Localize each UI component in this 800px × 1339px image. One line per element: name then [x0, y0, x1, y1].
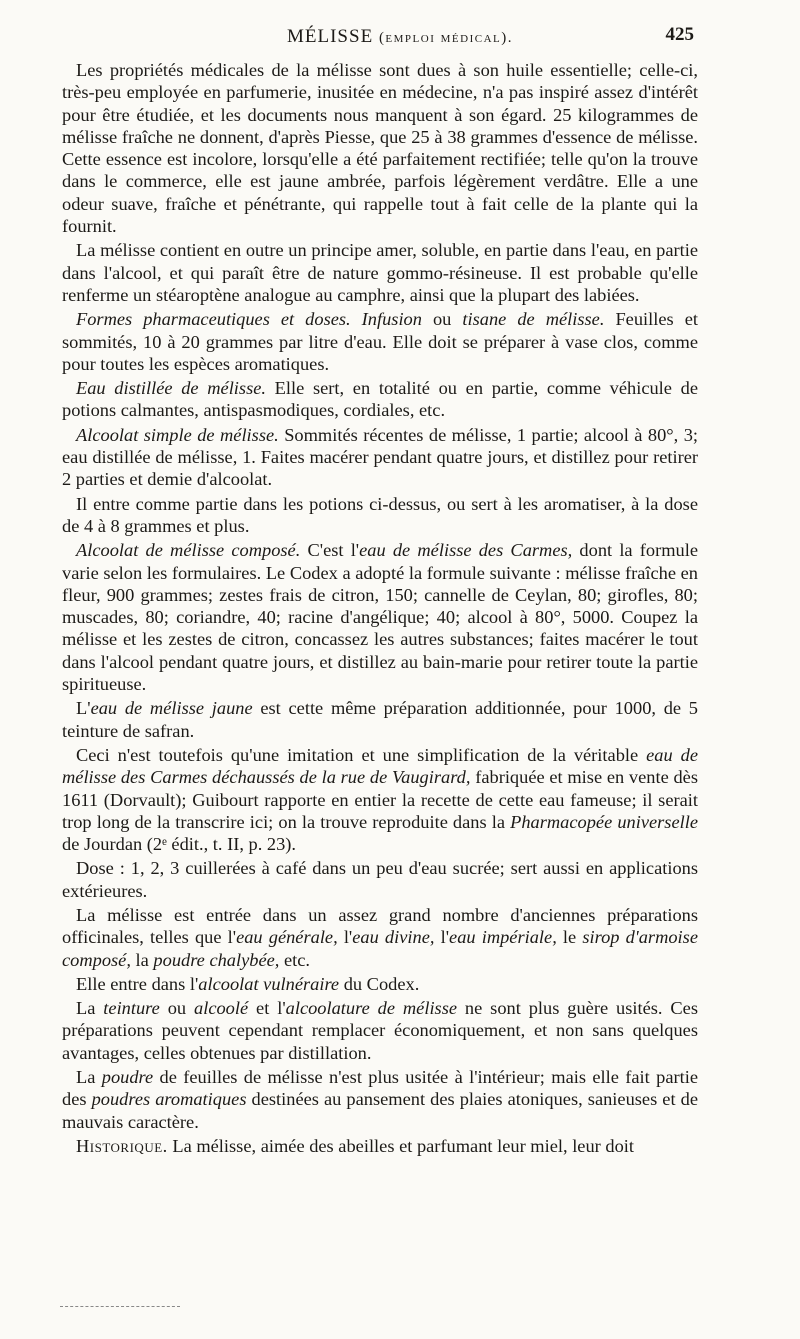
- text-run: Elle sert, en totalité ou en partie, comme véhicule de potions calmantes, antispasmodiques, cordiales, etc.: [62, 378, 698, 421]
- italic-term: alcoolat vulnéraire: [198, 973, 340, 994]
- paragraph-poudre: [62, 1066, 698, 1133]
- text-run: est cette même préparation additionnée, pour 1000, de 5 teinture de safran.: [62, 698, 698, 741]
- paragraph: Il entre comme partie dans les potions ci-dessus, ou sert à les aromatiser, à la dose de 4 à 8 grammes et plus.: [62, 493, 698, 536]
- paragraph-carmes: [62, 744, 698, 855]
- text-run: fabriquée et mise en vente dès 1611 (Dorvault); Guibourt rapporte en entier la recette de cette eau fameuse; il serait trop long de la transcrire ici; on la trouve reproduite dans la: [62, 767, 698, 832]
- italic-term: poudre: [101, 1067, 154, 1088]
- text-run: La: [76, 1067, 102, 1088]
- text-run: la: [130, 949, 154, 970]
- text-run: de Jourdan (2ᵉ édit., t. II, p. 23).: [62, 834, 297, 855]
- paragraph: Les propriétés médicales de la mélisse sont dues à son huile essentielle; celle-ci, très-peu employée en parfumerie, inusitée en médecine, n'a pas inspiré assez d'intérêt pour être étudiée, et les documents nous manquent à son égard. 25 kilogrammes de mélisse fraîche ne donnent, d'après Piesse, que 25 à 38 grammes d'essence de mélisse. Cette essence est incolore, lorsqu'elle a été parfaitement rectifiée; telle qu'on la trouve dans le commerce, elle est jaune ambrée, parfois légèrement verdâtre. Elle a une odeur suave, fraîche et pénétrante, qui rappelle tout à fait celle de la plante qui la fournit.: [62, 60, 698, 237]
- paragraph-eau-jaune: [62, 697, 698, 742]
- text-run: Ceci n'est toutefois qu'une imitation et une simplification de la véritable: [76, 744, 647, 765]
- italic-term: alcoolature de mélisse: [285, 998, 458, 1019]
- paragraph-formes: [62, 308, 698, 375]
- text-run: etc.: [279, 949, 311, 970]
- paragraph-teinture: [62, 997, 698, 1064]
- text-run: et l': [248, 998, 286, 1019]
- page-number: 425: [665, 24, 694, 45]
- text-run: Elle entre dans l': [76, 973, 199, 994]
- text-run: l': [434, 927, 450, 948]
- italic-term: alcoolé: [194, 998, 249, 1019]
- italic-term: poudres aromatiques: [91, 1089, 247, 1110]
- running-title-sub: (emploi médical).: [378, 30, 513, 46]
- italic-term: eau de mélisse des Carmes déchaussés de la rue de Vaugirard,: [62, 744, 698, 788]
- paragraph-eau-distillee: [62, 377, 698, 422]
- italic-term: Pharmacopée universelle: [510, 811, 698, 832]
- text-run: La: [76, 998, 104, 1019]
- text-run: du Codex.: [339, 973, 420, 994]
- italic-term: eau générale,: [236, 927, 338, 948]
- text-run: l': [337, 927, 353, 948]
- text-run: le: [556, 927, 583, 948]
- italic-heading: Alcoolat simple de mélisse.: [76, 424, 279, 445]
- text-run: ou: [159, 998, 195, 1019]
- text-run: de feuilles de mélisse n'est plus usitée à l'intérieur; mais elle fait partie des: [62, 1067, 699, 1110]
- italic-term: sirop d'armoise composé,: [62, 927, 698, 970]
- paragraph-codex: [62, 973, 698, 995]
- text-run: C'est l': [300, 540, 360, 561]
- italic-term: eau impériale,: [449, 927, 557, 948]
- italic-term: eau de mélisse des Carmes,: [359, 540, 573, 561]
- italic-heading: Eau distillée de mélisse.: [76, 378, 266, 399]
- running-title-main: MÉLISSE: [287, 26, 374, 47]
- paragraph-alcoolat-compose: [62, 539, 698, 695]
- text-run: ne sont plus guère usités. Ces préparations peuvent cependant remplacer économiquement, et non sans quelques avantages, celles obtenues par distillation.: [62, 998, 698, 1063]
- italic-term: teinture: [103, 998, 160, 1019]
- paragraph: La mélisse contient en outre un principe amer, soluble, en partie dans l'eau, en partie dans l'alcool, et qui paraît être de nature gommo-résineuse. Il est probable qu'elle renferme un stéaroptène analogue au camphre, ainsi que la plupart des labiées.: [62, 240, 698, 305]
- body-text: [62, 59, 698, 1159]
- paragraph-alcoolat-simple: [62, 424, 698, 491]
- text-run: La mélisse, aimée des abeilles et parfumant leur miel, leur doit: [167, 1135, 634, 1156]
- italic-term: poudre chalybée,: [153, 949, 280, 970]
- text-run: ou: [421, 309, 463, 330]
- footer-rule: [60, 1306, 180, 1307]
- italic-term: Infusion: [361, 309, 422, 330]
- page-header: [0, 22, 800, 52]
- italic-heading: Formes pharmaceutiques et doses.: [76, 309, 351, 330]
- text-run: La mélisse est entrée dans un assez grand nombre d'anciennes préparations officinales, telles que l': [62, 904, 698, 948]
- text-run: L': [76, 698, 91, 719]
- section-heading: Historique.: [76, 1135, 168, 1156]
- italic-heading: Alcoolat de mélisse composé.: [76, 540, 301, 561]
- paragraph-preparations: [62, 904, 698, 971]
- italic-term: eau de mélisse jaune: [90, 698, 253, 719]
- text-run: Sommités récentes de mélisse, 1 partie; alcool à 80°, 3; eau distillée de mélisse, 1. Faites macérer pendant quatre jours, et distillez pour retirer 2 parties et demie d'alcoolat.: [62, 424, 698, 490]
- paragraph-historique: [62, 1135, 698, 1157]
- text-run: dont la formule varie selon les formulaires. Le Codex a adopté la formule suivante : mélisse fraîche en fleur, 900 grammes; zestes frais de citron, 150; cannelle de Ceylan, 80; girofles, 80; muscades, 80; coriandre, 40; racine d'angélique; 40; alcool à 80°, 5000. Coupez la mélisse et les zestes de citron, concassez les autres substances; faites macérer le tout dans l'alcool pendant quatre jours, et distillez au bain-marie pour retirer toute la partie spiritueuse.: [62, 540, 698, 695]
- text-run: Feuilles et sommités, 10 à 20 grammes par litre d'eau. Elle doit se préparer à vase clos, comme pour toutes les espèces aromatiques.: [62, 309, 698, 374]
- text-run: destinées au pansement des plaies atoniques, sanieuses et de mauvais caractère.: [62, 1089, 698, 1132]
- paragraph-dose: Dose : 1, 2, 3 cuillerées à café dans un peu d'eau sucrée; sert aussi en applications extérieures.: [62, 858, 698, 901]
- italic-term: tisane de mélisse.: [462, 309, 605, 330]
- italic-term: eau divine,: [352, 927, 435, 948]
